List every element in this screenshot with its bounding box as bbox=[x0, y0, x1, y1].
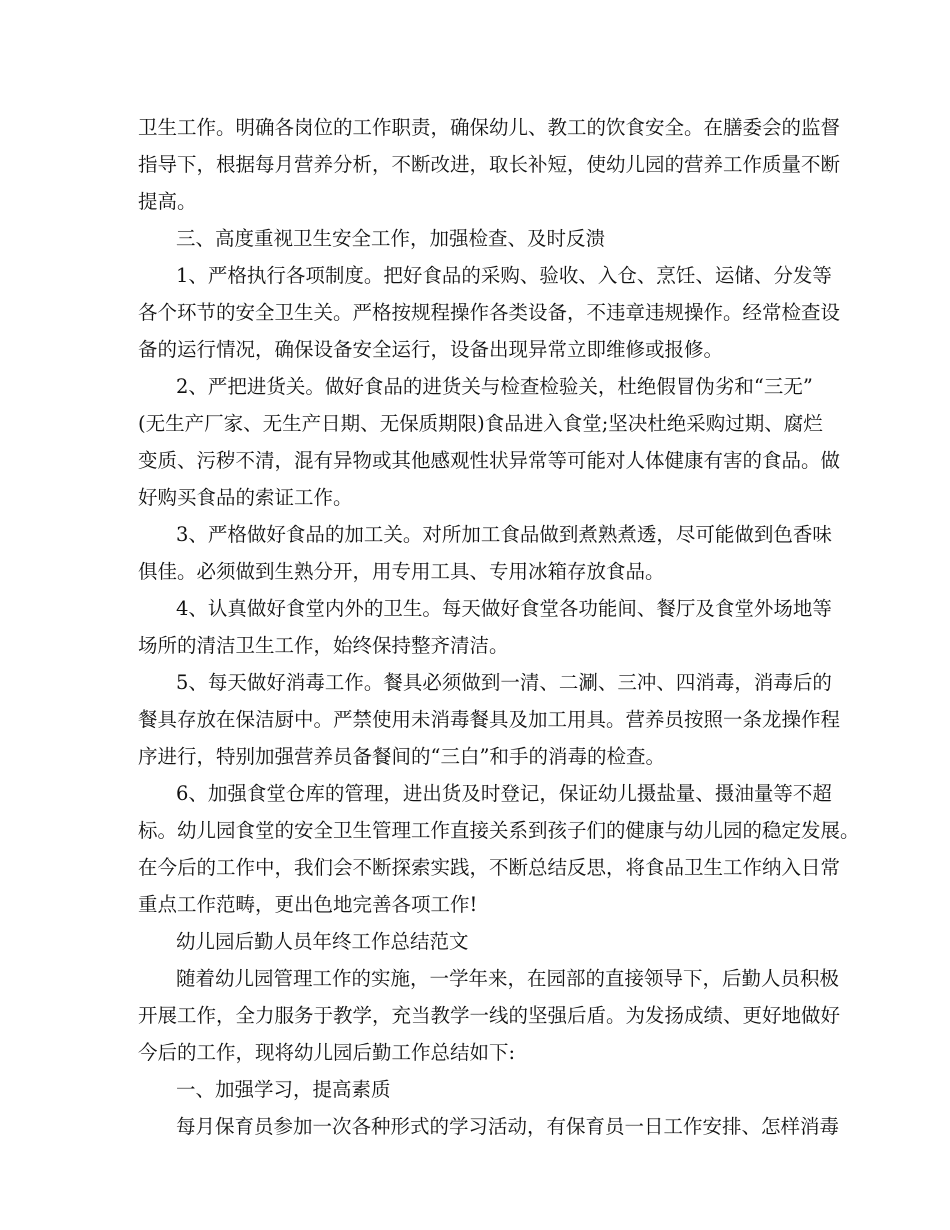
document-title: 幼儿园后勤人员年终工作总结范文 bbox=[176, 930, 469, 953]
text-line: (无生产厂家、无生产日期、无保质期限)食品进入食堂;坚决杜绝采购过期、腐烂 bbox=[138, 412, 823, 435]
text-line: 变质、污秽不清，混有异物或其他感观性状异常等可能对人体健康有害的食品。做 bbox=[138, 449, 841, 472]
text-line: 每月保育员参加一次各种形式的学习活动，有保育员一日工作安排、怎样消毒 bbox=[176, 1115, 840, 1138]
text-line: 餐具存放在保洁厨中。严禁使用未消毒餐具及加工用具。营养员按照一条龙操作程 bbox=[138, 708, 841, 731]
text-line: 4、认真做好食堂内外的卫生。每天做好食堂各功能间、餐厅及食堂外场地等 bbox=[176, 597, 832, 620]
text-line: 各个环节的安全卫生关。严格按规程操作各类设备，不违章违规操作。经常检查设 bbox=[138, 301, 841, 324]
text-line: 序进行，特别加强营养员备餐间的“三白”和手的消毒的检查。 bbox=[138, 745, 665, 768]
text-line: 标。幼儿园食堂的安全卫生管理工作直接关系到孩子们的健康与幼儿园的稳定发展。 bbox=[138, 819, 860, 842]
text-line: 5、每天做好消毒工作。餐具必须做到一清、二涮、三冲、四消毒，消毒后的 bbox=[176, 671, 832, 694]
text-line: 好购买食品的索证工作。 bbox=[138, 486, 353, 509]
text-line: 6、加强食堂仓库的管理，进出货及时登记，保证幼儿摄盐量、摄油量等不超 bbox=[176, 782, 832, 805]
section-heading: 三、高度重视卫生安全工作，加强检查、及时反溃 bbox=[176, 227, 606, 250]
text-line: 2、严把进货关。做好食品的进货关与检查检验关，杜绝假冒伪劣和“三无” bbox=[176, 375, 813, 398]
section-heading: 一、加强学习，提高素质 bbox=[176, 1078, 391, 1101]
text-line: 重点工作范畴，更出色地完善各项工作! bbox=[138, 893, 478, 916]
text-line: 俱佳。必须做到生熟分开，用专用工具、专用冰箱存放食品。 bbox=[138, 560, 665, 583]
text-line: 随着幼儿园管理工作的实施，一学年来，在园部的直接领导下，后勤人员积极 bbox=[176, 967, 840, 990]
text-line: 备的运行情况，确保设备安全运行，设备出现异常立即维修或报修。 bbox=[138, 338, 724, 361]
text-line: 提高。 bbox=[138, 190, 197, 213]
text-line: 场所的清洁卫生工作，始终保持整齐清洁。 bbox=[138, 634, 509, 657]
text-line: 开展工作，全力服务于教学，充当教学一线的坚强后盾。为发扬成绩、更好地做好 bbox=[138, 1004, 841, 1027]
text-line: 指导下，根据每月营养分析，不断改进，取长补短，使幼儿园的营养工作质量不断 bbox=[138, 153, 841, 176]
text-line: 卫生工作。明确各岗位的工作职责，确保幼儿、教工的饮食安全。在膳委会的监督 bbox=[138, 116, 841, 139]
text-line: 1、严格执行各项制度。把好食品的采购、验收、入仓、烹饪、运储、分发等 bbox=[176, 264, 832, 287]
text-line: 今后的工作，现将幼儿园后勤工作总结如下: bbox=[138, 1041, 516, 1064]
text-line: 3、严格做好食品的加工关。对所加工食品做到煮熟煮透，尽可能做到色香味 bbox=[176, 523, 832, 546]
text-line: 在今后的工作中，我们会不断探索实践，不断总结反思，将食品卫生工作纳入日常 bbox=[138, 856, 841, 879]
